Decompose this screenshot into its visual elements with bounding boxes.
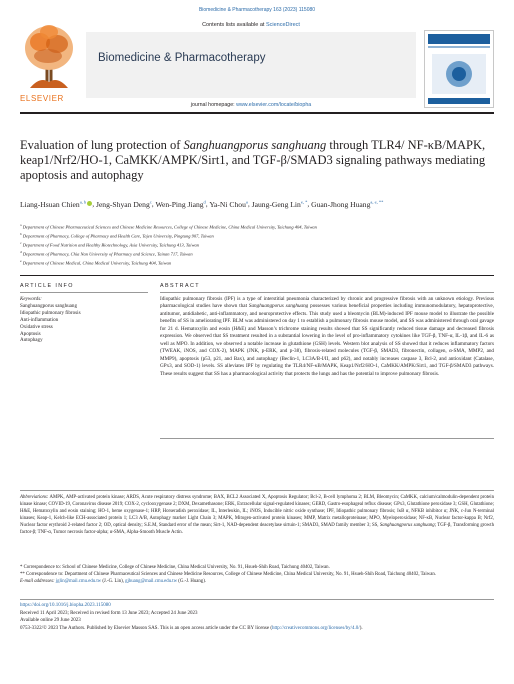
homepage-prefix: journal homepage: — [190, 102, 237, 108]
article-info-rule — [20, 292, 148, 293]
affiliation-d: $^d$ Department of Pharmacy, Chia Nan University of Pharmacy and Science, Tainan 717, Taiwan — [20, 249, 193, 257]
journal-title-band — [86, 32, 416, 98]
correspondence-2: ** Correspondence to: Department of Chinese Pharmaceutical Sciences and Chinese Medicine Resources, College of Chinese Medicine, China Medical University, No. 91, Hsueh-Shih Road, Taichung 40402, Taiwan. — [20, 571, 436, 577]
abstract-rule — [160, 292, 494, 293]
running-head: Biomedicine & Pharmacotherapy 163 (2023) 115080 — [198, 7, 316, 13]
orcid-icon — [87, 201, 92, 206]
author-4[interactable]: Ya-Ni Chou$^a$ — [209, 199, 248, 209]
affiliation-a: $^a$ Department of Chinese Pharmaceutical Sciences and Chinese Medicine Resources, College of Chinese Medicine, China Medical University, Taichung 404, Taiwan — [20, 223, 317, 230]
keyword-item[interactable]: Apoptosis — [20, 330, 41, 337]
contents-available-line — [86, 22, 416, 28]
publication-info — [20, 602, 494, 632]
correspondence-footnotes — [20, 565, 494, 585]
email-addresses: E-mail addresses: jglin@mail.cmu.edu.tw (J.-G. Lin), gjhuang@mail.cmu.edu.tw (G.-J. Huang). — [20, 578, 207, 584]
article-title-species: Sanghuangporus sanghuang — [183, 138, 327, 152]
author-6[interactable]: Guan-Jhong Huang$^{a, e, **}$ — [311, 199, 384, 209]
affiliation-c: $^c$ Department of Food Nutrition and Healthy Biotechnology, Asia University, Taichung 413, Taiwan — [20, 240, 200, 248]
abbreviations-footnote: Abbreviations: AMPK, AMP-activated protein kinase; ARDS, Acute respiratory distress syndrome; BAX, BCL2 Associated X, Apoptosis Regulator; Bcl-2, B-cell lymphoma 2; BLM, Bleomycin; CaMKK, calcium/calmodulin-dependent protein kinase kinase; COVID-19, Coronavirus disease 2019; COX-2, cyclooxygenase 2; DXM, Dexamethasone; ERK, Extracellular signal-regulated kinases; GERD, Gastro-esophageal reflux disease; GPx3, Glutathione peroxidase 3; GSH, Glutathione; H&E, Hematoxylin and eosin staining; HO-1, heme oxygenase-1; HRP, Horseradish peroxidase; IL, Interleukin, IL; iNOS, Inducible nitric oxide synthase; IPF, Idiopathic pulmonary fibrosis; IκB α, NFKB inhibitor α; JNK, c-Jun N-terminal kinases; Keap-1, Kelch-like ECH-associated protein 1; LC3 A/B, Autophagy marker Light Chain 3; MAPK, Mitogen-activated protein kinases; MMP, Matrix metalloproteinase; MPO, Myeloperoxidase; NF-κB, Nuclear factor-kappa B; Nrf2, Nuclear factor erythroid 2-related factor 2; OD, optical density; S.E.M, Standard error of the mean; Sirt-1, NAD-dependent deacetylase sirtuin-1; SMAD3, SMAD family member 3; SS, Sanghuangporus sanghuang; TGF-β, Transforming growth factor-β; TNF-α, Tumor necrosis factor-alpha; α-SMA, Alpha-Smooth Muscle Actin. — [20, 495, 494, 535]
license-statement: 0753-3322/© 2023 The Authors. Published by Elsevier Masson SAS. This is an open access article under the CC BY license (http://creativecommons.org/licenses/by/4.0/). — [20, 625, 363, 631]
keywords-label: Keywords: — [20, 296, 42, 302]
elsevier-wordmark: ELSEVIER — [20, 94, 64, 103]
journal-homepage-link[interactable]: www.elsevier.com/locate/biopha — [236, 102, 312, 108]
license-link[interactable]: http://creativecommons.org/licenses/by/4.0/ — [272, 625, 360, 631]
elsevier-logo[interactable] — [20, 18, 78, 104]
received-dates: Received 11 April 2023; Received in revised form 13 June 2023; Accepted 24 June 2023 — [20, 610, 198, 616]
sciencedirect-link[interactable]: ScienceDirect — [265, 22, 300, 28]
doi-rule — [20, 599, 494, 600]
author-list: Liang-Hsuan Chien$^{a, b}$ , Jeng-Shyan Deng$^c$, Wen-Ping Jiang$^d$, Ya-Ni Chou$^a$, Jaung-Geng Lin$^{e, *}$, Guan-Jhong Huang$^{a, e, **}$ — [20, 199, 384, 209]
footnote-rule — [20, 490, 494, 491]
author-5[interactable]: Jaung-Geng Lin$^{e, *}$ — [251, 199, 308, 209]
abstract-end-rule — [160, 438, 494, 439]
journal-cover-icon — [424, 30, 494, 108]
email-link-huang[interactable]: gjhuang@mail.cmu.edu.tw — [125, 578, 178, 584]
elsevier-tree-icon — [20, 18, 78, 92]
abstract-heading: ABSTRACT — [160, 283, 200, 289]
email-link-lin[interactable]: jglin@mail.cmu.edu.tw — [55, 578, 102, 584]
keyword-item[interactable]: Idiopathic pulmonary fibrosis — [20, 309, 81, 316]
journal-masthead — [20, 18, 494, 110]
article-title — [20, 138, 490, 183]
keyword-item[interactable]: Autophagy — [20, 337, 43, 344]
keyword-item[interactable]: Sanghuangporus sanghuang — [20, 302, 78, 309]
abbreviations-label: Abbreviations: — [20, 495, 49, 500]
correspondence-1: * Correspondence to: School of Chinese Medicine, College of Chinese Medicine, China Medical University, No. 91, Hsueh-Shih Road, Taichung 40402, Taiwan. — [20, 565, 330, 570]
journal-cover-thumbnail[interactable] — [424, 30, 494, 108]
doi-link[interactable]: https://doi.org/10.1016/j.biopha.2023.115080 — [20, 603, 111, 608]
article-title-part1: Evaluation of lung protection of — [20, 138, 184, 152]
journal-homepage-line — [86, 102, 416, 108]
keyword-item[interactable]: Oxidative stress — [20, 323, 53, 330]
masthead-divider — [20, 112, 494, 114]
author-1[interactable]: Liang-Hsuan Chien$^{a, b}$ — [20, 200, 92, 209]
article-info-heading: ARTICLE INFO — [20, 283, 74, 289]
affiliation-e: $^e$ Department of Chinese Medical, China Medical University, Taichung 404, Taiwan — [20, 258, 172, 266]
journal-title: Biomedicine & Pharmacotherapy — [98, 52, 266, 64]
available-online: Available online 29 June 2023 — [20, 618, 81, 624]
affiliations — [20, 222, 490, 267]
contents-prefix: Contents lists available at — [202, 22, 266, 28]
keywords-block — [20, 296, 148, 344]
article-title-part2: through TLR4/ NF-κB/MAPK, keap1/Nrf2/HO-1, CaMKK/AMPK/Sirt1, and TGF-β/SMAD3 signaling pathways mediating apoptosis and autophagy — [20, 138, 486, 182]
author-3[interactable]: Wen-Ping Jiang$^d$ — [155, 199, 206, 209]
author-2[interactable]: Jeng-Shyan Deng$^c$ — [95, 199, 152, 209]
abstract-text: Idiopathic pulmonary fibrosis (IPF) is a type of interstitial pneumonia characterized by chronic and progressive fibrosis with an unknown etiology. Previous pharmacological studies have shown that Sanghuangporus sanghuang possesses various beneficial properties including immunomodulatory, hepatoprotective, antitumor, antidiabetic, anti-inflammatory, and neuroprotective effects. This study used a bleomycin (BLM)-induced IPF mouse model to illustrate the possible benefits of SS in ameliorating IPF. BLM was administered on day 1 to establish a pulmonary fibrosis mouse model, and SS was administered through oral gavage for 21 d. Hematoxylin and eosin (H&E) and Masson’s trichrome staining results showed that SS significantly reduced tissue damage and decreased fibrosis expression. We observed that SS treatment resulted in a substantial lowering in the level of pro-inflammatory cytokines like TGF-β, TNF-α, IL-1β, and IL-6 as well as MPO. In addition, we observed a notable increase in glutathione (GSH) levels. Western blot analysis of SS showed that it reduces inflammatory factors (TWEAK, iNOS, and COX-2), MAPK (JNK, p-ERK, and p-38), fibrosis-related molecules (TGF-β, SMAD3, fibronectin, collagen, α-SMA, MMP2, and MMP9), apoptosis (p53, p21, and Bax), and autophagy (Beclin-1, LC3A/B-I/II, and p62), and notably increases caspase 3, Bcl-2, and antioxidant (Catalase, GPx3, and SOD-1) levels. SS alleviates IPF by regulating the TLR4/NF-κB/MAPK, Keap1/Nrf2/HO-1, CaMKK/AMPK/Sirt1, and TGF-β/SMAD3 pathways. These results suggest that SS has a pharmacological activity that protects the lungs and has the potential to improve pulmonary fibrosis. — [160, 296, 494, 377]
section-divider — [20, 275, 494, 276]
keyword-item[interactable]: Anti-inflammation — [20, 316, 59, 323]
affiliation-b: $^b$ Department of Pharmacy, College of Pharmacy and Health Care, Tajen University, Pingtung 907, Taiwan — [20, 231, 214, 239]
journal-info-block — [86, 18, 416, 106]
